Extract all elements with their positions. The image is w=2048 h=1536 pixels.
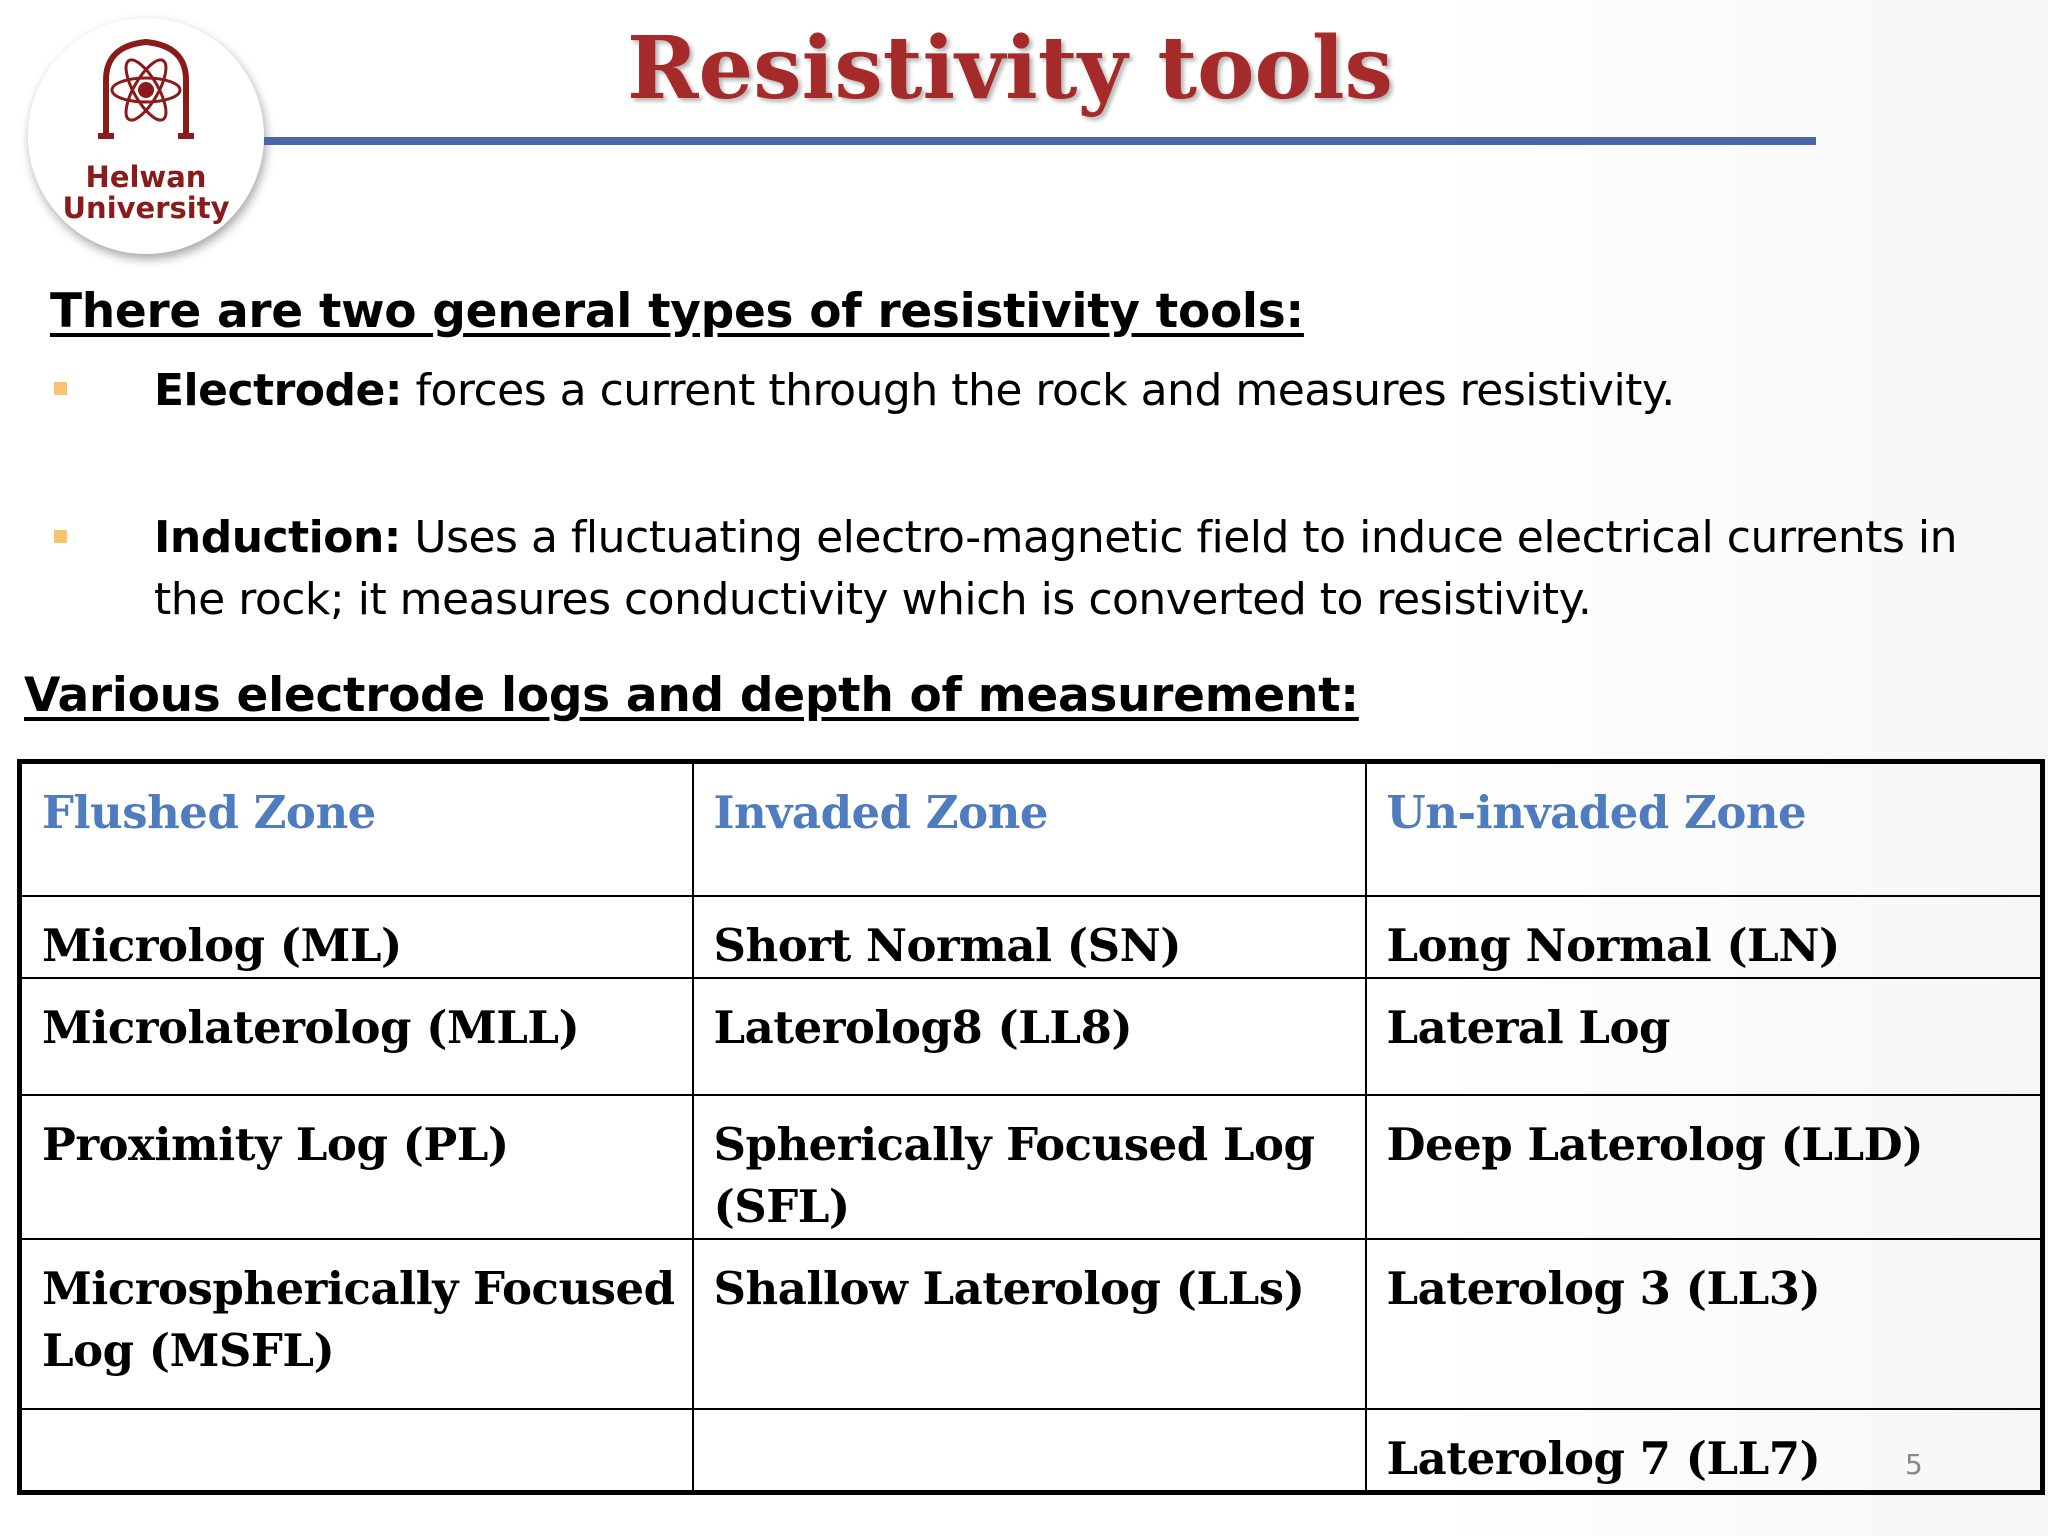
- table-cell: Deep Laterolog (LLD): [1366, 1095, 2043, 1239]
- table-cell: Short Normal (SN): [693, 896, 1366, 978]
- university-logo: [28, 18, 264, 254]
- title-divider: [264, 137, 1816, 145]
- table-heading: Various electrode logs and depth of measurement:: [24, 668, 1359, 723]
- table-cell: Microlaterolog (MLL): [20, 978, 693, 1095]
- logo-text-line2: University: [62, 191, 230, 225]
- table-header-row: [20, 762, 2043, 896]
- intro-heading: There are two general types of resistivity tools:: [50, 284, 1304, 339]
- table-row: [20, 1239, 2043, 1409]
- table-cell: Spherically Focused Log (SFL): [693, 1095, 1366, 1239]
- bullet-term: Induction:: [154, 512, 401, 563]
- table-row: [20, 896, 2043, 978]
- bullet-induction: [154, 507, 2004, 631]
- bullet-description: Uses a fluctuating electro-magnetic field to induce electrical currents in the rock; it measures conductivity which is converted to resistivity.: [154, 512, 1957, 625]
- logo-text-line1: Helwan: [85, 160, 207, 194]
- table-cell: Microlog (ML): [20, 896, 693, 978]
- bullet-term: Electrode:: [154, 365, 402, 416]
- bullet-electrode: [154, 360, 2014, 422]
- table-row: [20, 1095, 2043, 1239]
- table-cell: Laterolog 3 (LL3): [1366, 1239, 2043, 1409]
- table-cell: Laterolog8 (LL8): [693, 978, 1366, 1095]
- slide-title: Resistivity tools: [627, 18, 1393, 119]
- table-cell: Laterolog 7 (LL7): [1366, 1409, 2043, 1493]
- table-cell: [20, 1409, 693, 1493]
- table-cell: Proximity Log (PL): [20, 1095, 693, 1239]
- bullet-marker-icon: [54, 382, 67, 395]
- bullet-marker-icon: [54, 530, 67, 543]
- page-number: 5: [1905, 1448, 1923, 1481]
- bullet-description: forces a current through the rock and measures resistivity.: [401, 365, 1675, 416]
- table-row: [20, 978, 2043, 1095]
- header-uninvaded-zone: Un-invaded Zone: [1366, 762, 2043, 896]
- table-cell: [693, 1409, 1366, 1493]
- table-cell: Lateral Log: [1366, 978, 2043, 1095]
- table-cell: Long Normal (LN): [1366, 896, 2043, 978]
- table-cell: Shallow Laterolog (LLs): [693, 1239, 1366, 1409]
- table-cell: Microspherically Focused Log (MSFL): [20, 1239, 693, 1409]
- header-flushed-zone: Flushed Zone: [20, 762, 693, 896]
- table-row: [20, 1409, 2043, 1493]
- header-invaded-zone: Invaded Zone: [693, 762, 1366, 896]
- logs-table: [17, 759, 2045, 1495]
